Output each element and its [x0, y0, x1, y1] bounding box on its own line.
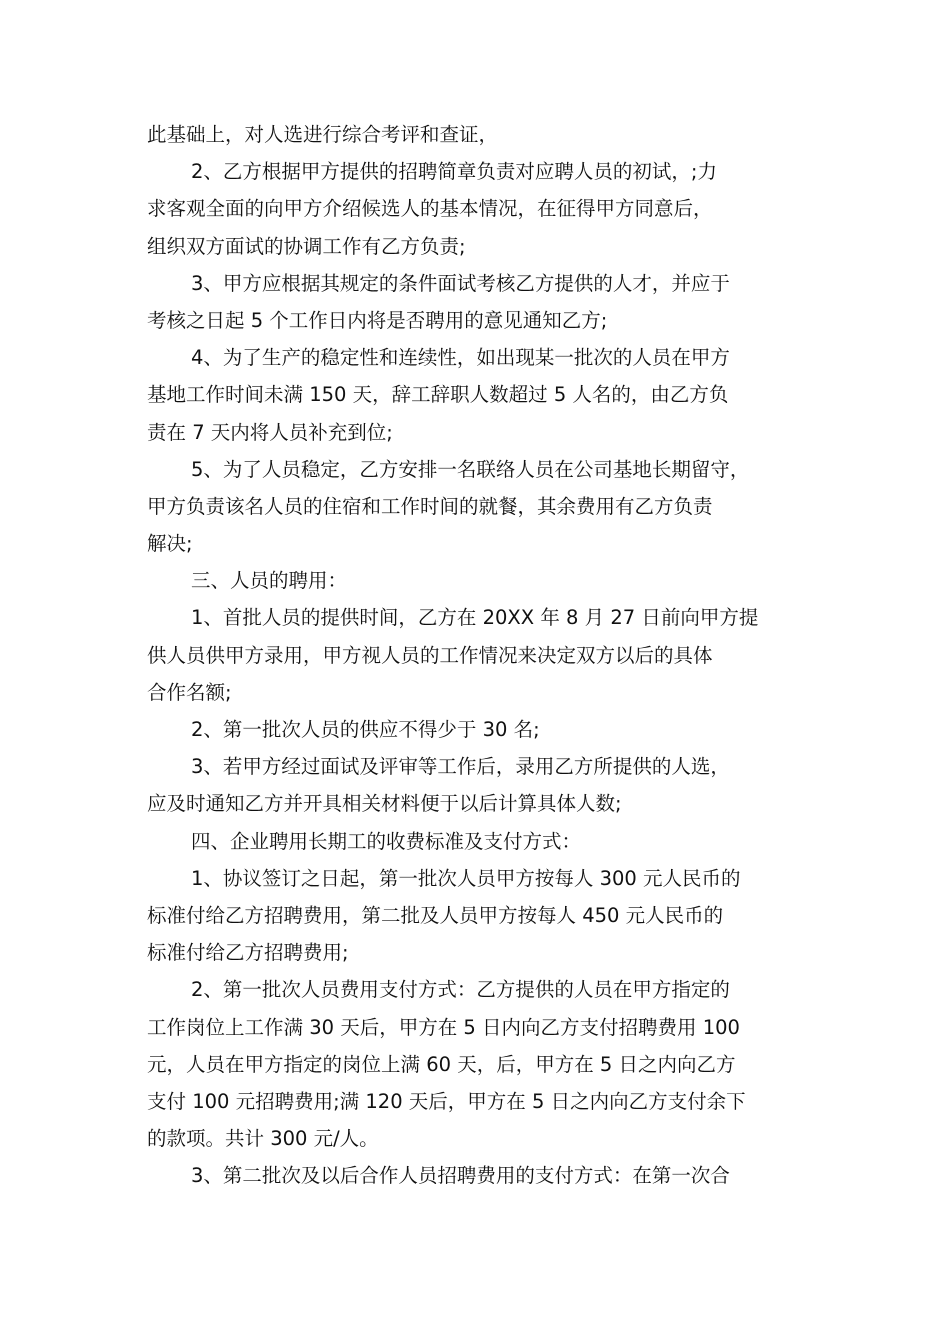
paragraph-line: 1、协议签订之日起，第一批次人员甲方按每人 300 元人民币的 [191, 866, 741, 890]
paragraph-line: 工作岗位上工作满 30 天后，甲方在 5 日内向乙方支付招聘费用 100 [147, 1015, 740, 1039]
section-heading: 四、企业聘用长期工的收费标准及支付方式： [191, 829, 582, 853]
paragraph-line: 解决; [147, 532, 193, 556]
paragraph-line: 应及时通知乙方并开具相关材料便于以后计算具体人数; [147, 792, 622, 816]
paragraph-line: 2、第一批次人员费用支付方式：乙方提供的人员在甲方指定的 [191, 978, 730, 1002]
paragraph-line: 4、为了生产的稳定性和连续性，如出现某一批次的人员在甲方 [191, 346, 730, 370]
paragraph-line: 标准付给乙方招聘费用; [147, 941, 349, 965]
paragraph-line: 2、乙方根据甲方提供的招聘简章负责对应聘人员的初试，;力 [191, 160, 717, 184]
paragraph-line: 此基础上，对人选进行综合考评和查证， [147, 123, 499, 146]
paragraph-line: 支付 100 元招聘费用;满 120 天后，甲方在 5 日之内向乙方支付余下 [147, 1089, 746, 1113]
paragraph-line: 3、若甲方经过面试及评审等工作后，录用乙方所提供的人选， [191, 755, 730, 779]
paragraph-line: 元，人员在甲方指定的岗位上满 60 天，后，甲方在 5 日之内向乙方 [147, 1052, 736, 1076]
paragraph-line: 考核之日起 5 个工作日内将是否聘用的意见通知乙方; [147, 308, 608, 332]
document-body [147, 116, 812, 1194]
paragraph-line: 2、第一批次人员的供应不得少于 30 名; [191, 718, 540, 741]
paragraph-line: 合作名额; [147, 680, 232, 704]
paragraph-line: 基地工作时间未满 150 天，辞工辞职人数超过 5 人名的，由乙方负 [147, 383, 729, 407]
paragraph-line: 的款项。共计 300 元/人。 [147, 1127, 379, 1151]
paragraph-line: 责在 7 天内将人员补充到位; [147, 420, 393, 444]
paragraph-line: 甲方负责该名人员的住宿和工作时间的就餐，其余费用有乙方负责 [147, 494, 713, 518]
paragraph-line: 3、第二批次及以后合作人员招聘费用的支付方式：在第一次合 [191, 1164, 730, 1188]
paragraph-line: 求客观全面的向甲方介绍候选人的基本情况，在征得甲方同意后， [147, 197, 713, 221]
section-heading: 三、人员的聘用： [191, 569, 348, 593]
paragraph-line: 3、甲方应根据其规定的条件面试考核乙方提供的人才，并应于 [191, 271, 730, 295]
paragraph-line: 组织双方面试的协调工作有乙方负责; [147, 234, 466, 258]
paragraph-line: 1、首批人员的提供时间，乙方在 20XX 年 8 月 27 日前向甲方提 [191, 606, 759, 630]
paragraph-line: 供人员供甲方录用，甲方视人员的工作情况来决定双方以后的具体 [147, 643, 713, 667]
paragraph-line: 5、为了人员稳定，乙方安排一名联络人员在公司基地长期留守， [191, 457, 750, 481]
paragraph-line: 标准付给乙方招聘费用，第二批及人员甲方按每人 450 元人民币的 [147, 903, 724, 927]
